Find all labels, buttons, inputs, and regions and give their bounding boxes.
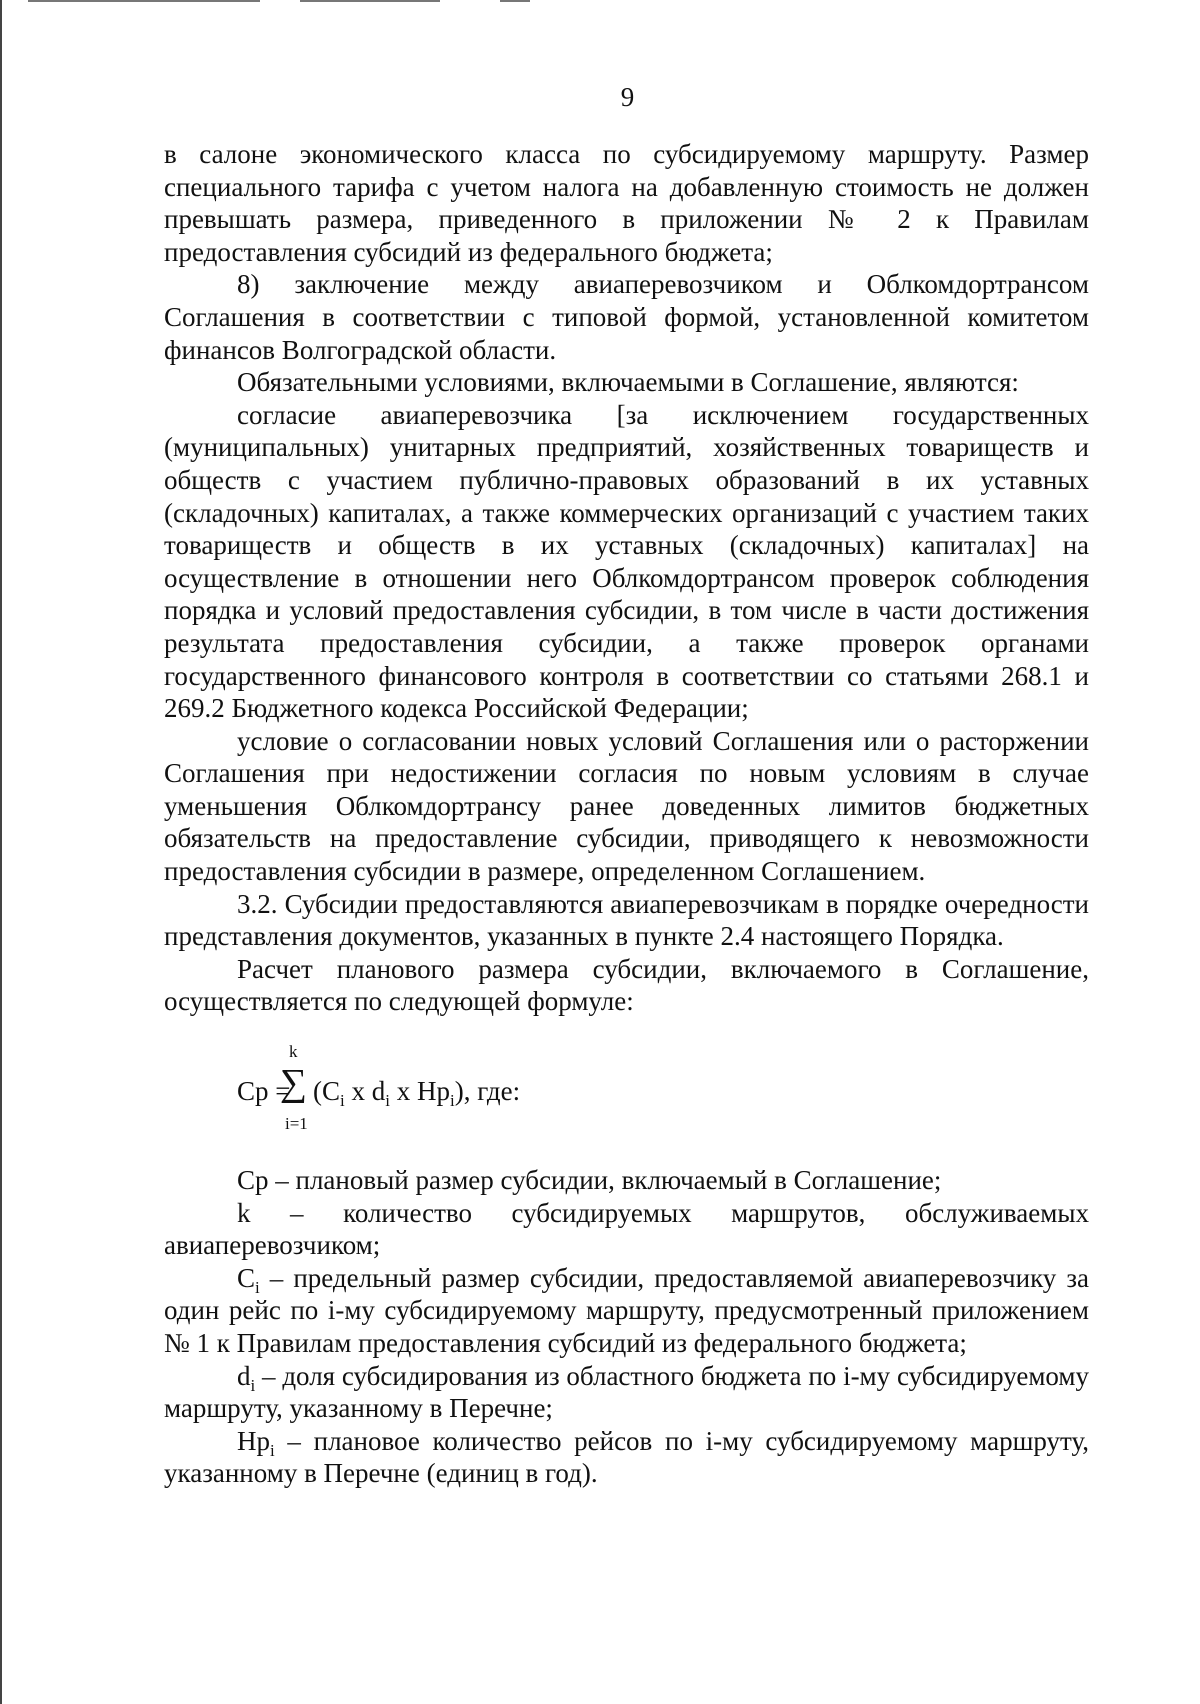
paragraph: согласие авиаперевозчика [за исключением государственных (муниципальных) унитарных предприятий, хозяйственных товариществ и обществ с участием публично-правовых образований в их уставных (складочных) капиталах, а также коммерческих организаций с участием таких товариществ и обществ в их уставных (складочных) капиталах] на осуществление в отношении него Облкомдортрансом проверок соблюдения порядка и условий предоставления субсидии, в том числе в части достижения результата предоставления субсидии, а также проверок органами государственного финансового контроля в соответствии со статьями 268.1 и 269.2 Бюджетного кодекса Российской Федерации; [164,399,1089,724]
paragraph: 3.2. Субсидии предоставляются авиаперевозчикам в порядке очередности представления документов, указанных в пункте 2.4 настоящего Порядка. [164,888,1089,952]
formula-body [313,1075,521,1111]
symbol-subscript: i [250,1375,256,1395]
definition-cp: Ср – плановый размер субсидии, включаемый в Соглашение; [237,1165,942,1196]
symbol-subscript: i [270,1440,275,1460]
scan-top-mark [500,0,530,2]
symbol: Нр [237,1425,270,1456]
definition-text: – предельный размер субсидии, предоставляемой авиаперевозчику за один рейс по i-му субсидируемому маршруту, предусмотренный приложением № 1 к Правилам предоставления субсидий из федерального бюджета; [164,1262,1089,1358]
paragraph: условие о согласовании новых условий Соглашения или о расторжении Соглашения при недостижении согласия по новым условиям в случае уменьшения Облкомдортрансу ранее доведенных лимитов бюджетных обязательств на предоставление субсидии, приводящего к невозможности предоставления субсидии в размере, определенном Соглашением. [164,725,1089,887]
subsidy-formula [164,1028,1089,1140]
formula-part: (С [313,1076,340,1107]
formula-lhs: Ср = [237,1076,291,1107]
scan-left-edge [0,0,2,1704]
definition-di [164,1360,1089,1425]
document-body [164,138,1089,1490]
paragraph: в салоне экономического класса по субсидируемому маршруту. Размер специального тарифа с учетом налога на добавленную стоимость не должен превышать размера, приведенного в приложении № 2 к Правилам предоставления субсидий из федерального бюджета; [164,139,1089,267]
scan-top-mark [300,0,440,2]
formula-upper-limit: k [289,1042,298,1062]
definition-text: – доля субсидирования из областного бюджета по i-му субсидируемому маршруту, указанному в Перечне; [164,1360,1089,1424]
paragraph: 8) заключение между авиаперевозчиком и Облкомдортрансом Соглашения в соответствии с типовой формой, установленной комитетом финансов Волгоградской области. [164,269,1089,365]
symbol-subscript: i [255,1277,260,1297]
formula-subscript: i [449,1091,455,1111]
formula-part: ), где: [454,1076,521,1107]
definition-hpi [164,1425,1089,1490]
definition-k: k – количество субсидируемых маршрутов, обслуживаемых авиаперевозчиком; [164,1197,1089,1261]
formula-lower-limit: i=1 [285,1114,308,1134]
definition-text: – плановое количество рейсов по i-му субсидируемому маршруту, указанному в Перечне (единиц в год). [164,1425,1089,1489]
formula-part: x d [344,1076,386,1107]
formula-subscript: i [385,1091,390,1111]
formula-subscript: i [340,1091,345,1111]
paragraph: Расчет планового размера субсидии, включаемого в Соглашение, осуществляется по следующей формуле: [164,953,1089,1017]
symbol: С [237,1262,256,1293]
scan-top-mark [28,0,260,2]
symbol: d [237,1360,251,1391]
definition-ci [164,1262,1089,1360]
page-number: 9 [620,82,635,112]
formula-part: x Нр [389,1076,450,1107]
paragraph: Обязательными условиями, включаемыми в Соглашение, являются: [237,367,1019,398]
summation-symbol: ∑ [280,1062,308,1105]
